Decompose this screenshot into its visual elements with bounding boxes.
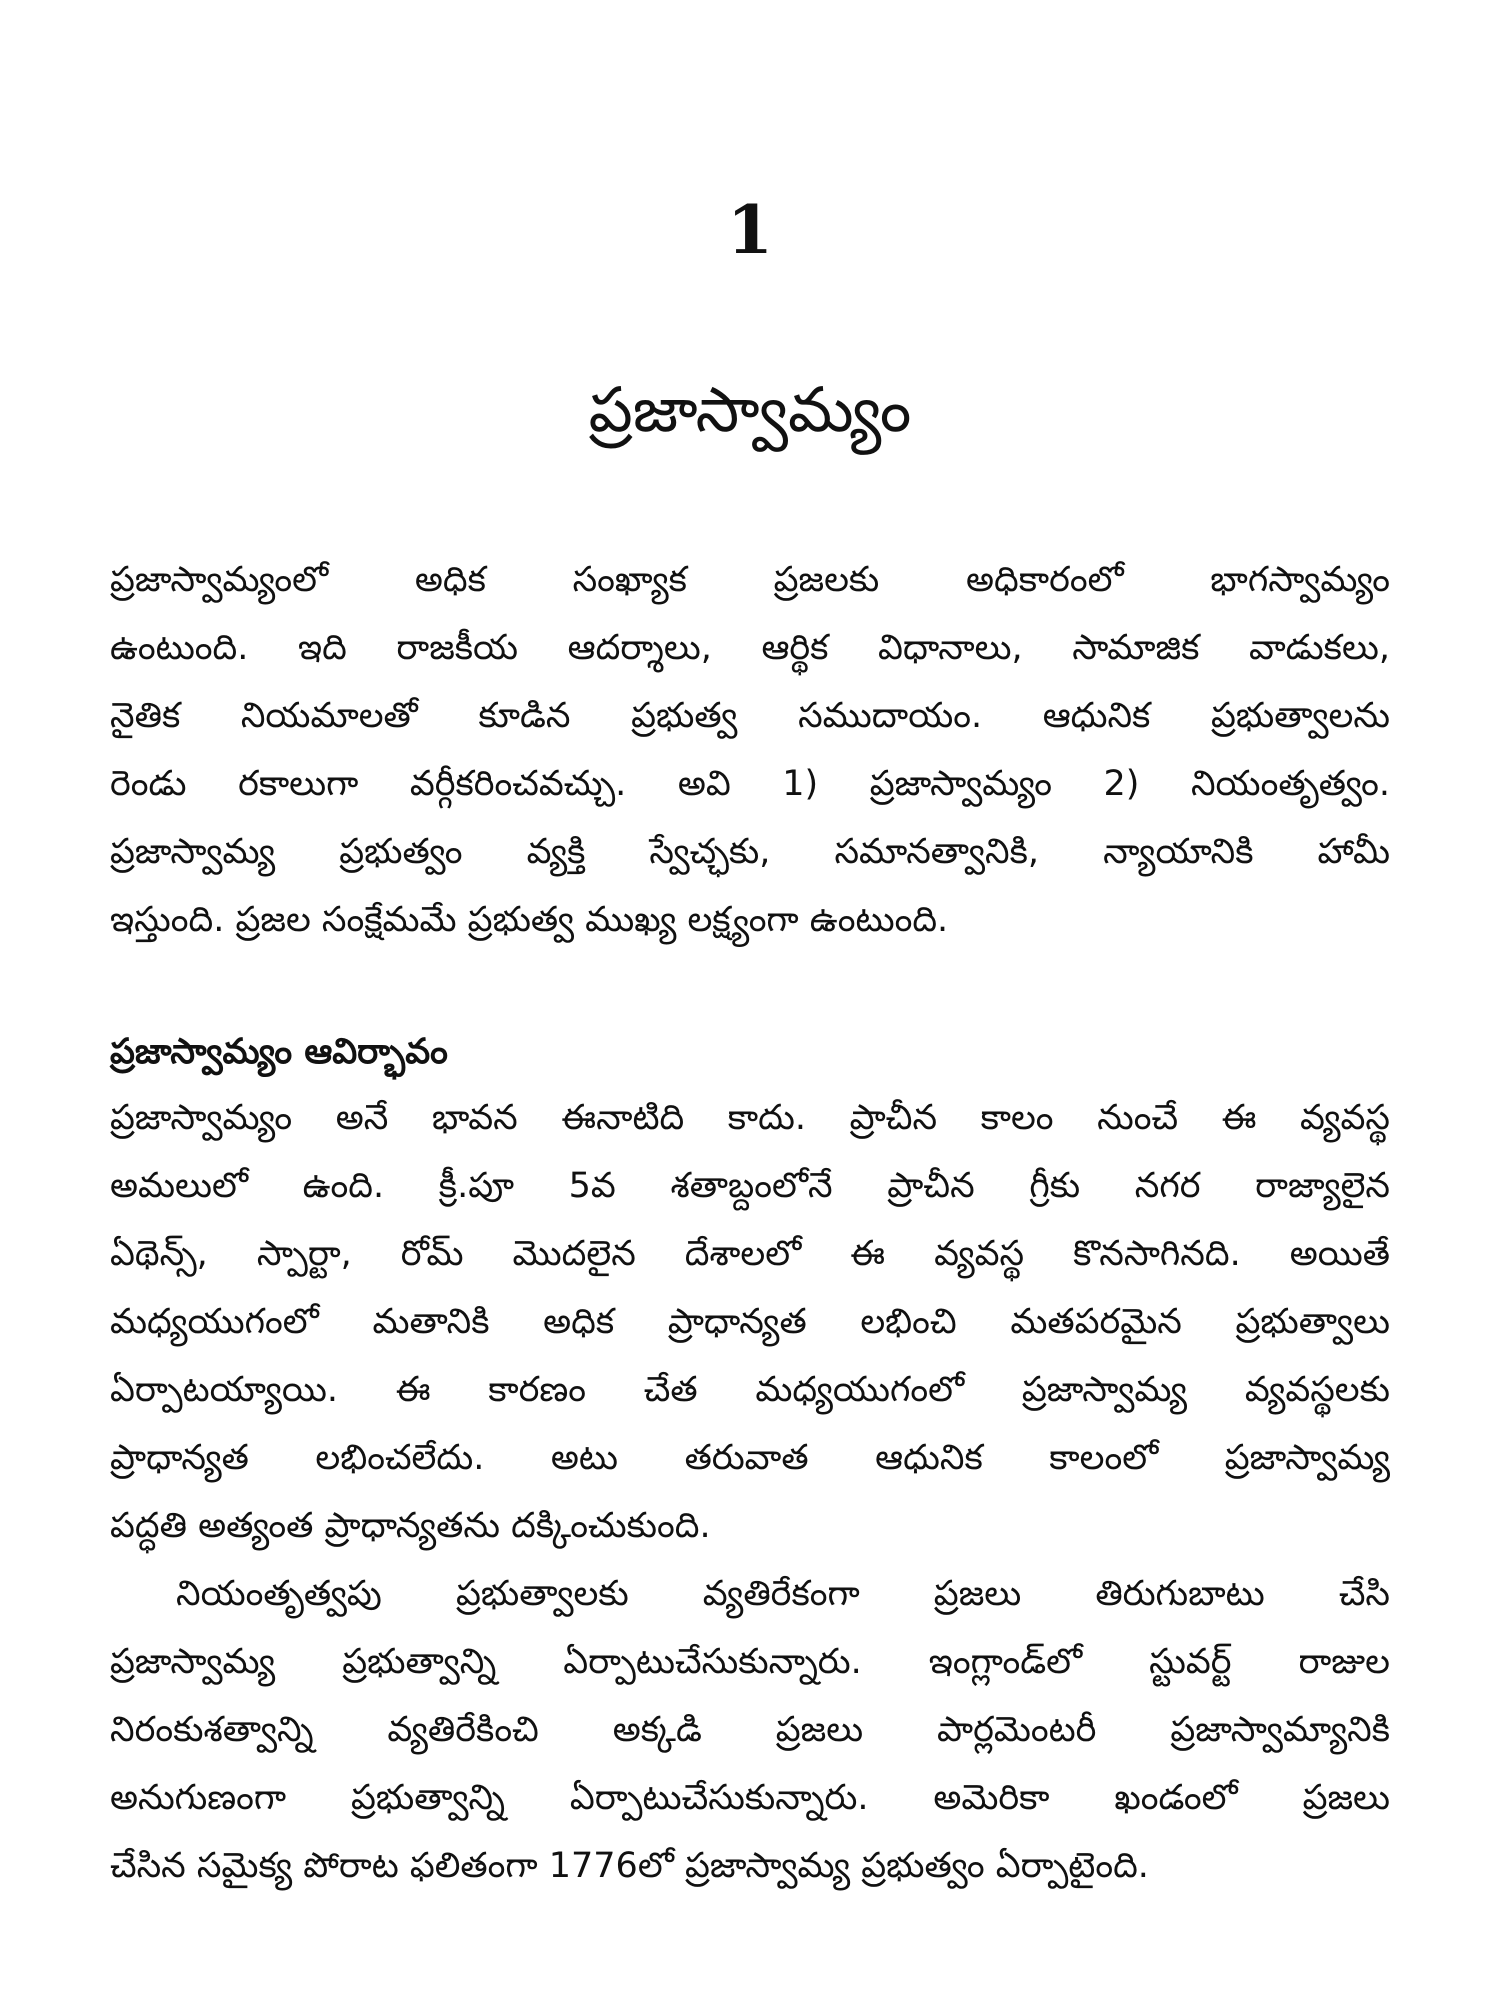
section-paragraph-1 [110, 1084, 1390, 1560]
chapter-number: 1 [727, 191, 773, 269]
chapter-title: ప్రజాస్వామ్యం [588, 373, 912, 446]
paragraph-line: ఏర్పాటయ్యాయి. ఈ కారణం చేత మధ్యయుగంలో ప్రజాస్వామ్య వ్యవస్థలకు [110, 1370, 1390, 1410]
section-heading: ప్రజాస్వామ్యం ఆవిర్భావం [110, 1032, 448, 1072]
paragraph-line: ఏథెన్స్, స్పార్టా, రోమ్ మొదలైన దేశాలలో ఈ వ్యవస్థ కొనసాగినది. అయితే [110, 1234, 1390, 1274]
paragraph-line: అనుగుణంగా ప్రభుత్వాన్ని ఏర్పాటుచేసుకున్నారు. అమెరికా ఖండంలో ప్రజలు [110, 1778, 1390, 1818]
intro-paragraph [110, 546, 1390, 954]
section-paragraph-2 [110, 1560, 1390, 1900]
paragraph-line: ప్రజాస్వామ్యం అనే భావన ఈనాటిది కాదు. ప్రాచీన కాలం నుంచే ఈ వ్యవస్థ [110, 1098, 1390, 1138]
paragraph-line: అమలులో ఉంది. క్రీ.పూ 5వ శతాబ్దంలోనే ప్రాచీన గ్రీకు నగర రాజ్యాలైన [110, 1166, 1390, 1206]
paragraph-line: ప్రజాస్వామ్య ప్రభుత్వాన్ని ఏర్పాటుచేసుకున్నారు. ఇంగ్లాండ్‌లో స్టువర్ట్ రాజుల [110, 1642, 1390, 1682]
intro-line: ఉంటుంది. ఇది రాజకీయ ఆదర్శాలు, ఆర్థిక విధానాలు, సామాజిక వాడుకలు, [110, 628, 1390, 668]
intro-line: ప్రజాస్వామ్యంలో అధిక సంఖ్యాక ప్రజలకు అధికారంలో భాగస్వామ్యం [110, 560, 1390, 600]
paragraph-line: ప్రాధాన్యత లభించలేదు. అటు తరువాత ఆధునిక కాలంలో ప్రజాస్వామ్య [110, 1438, 1390, 1478]
paragraph-line: నియంతృత్వపు ప్రభుత్వాలకు వ్యతిరేకంగా ప్రజలు తిరుగుబాటు చేసి [176, 1574, 1390, 1614]
intro-line: ప్రజాస్వామ్య ప్రభుత్వం వ్యక్తి స్వేచ్ఛకు, సమానత్వానికి, న్యాయానికి హామీ [110, 832, 1390, 872]
paragraph-line: నిరంకుశత్వాన్ని వ్యతిరేకించి అక్కడి ప్రజలు పార్లమెంటరీ ప్రజాస్వామ్యానికి [110, 1710, 1390, 1750]
intro-line: నైతిక నియమాలతో కూడిన ప్రభుత్వ సముదాయం. ఆధునిక ప్రభుత్వాలను [110, 696, 1390, 736]
paragraph-line: చేసిన సమైక్య పోరాట ఫలితంగా 1776లో ప్రజాస్వామ్య ప్రభుత్వం ఏర్పాటైంది. [110, 1846, 1149, 1886]
paragraph-line: పద్ధతి అత్యంత ప్రాధాన్యతను దక్కించుకుంది. [110, 1506, 711, 1546]
paragraph-line: మధ్యయుగంలో మతానికి అధిక ప్రాధాన్యత లభించి మతపరమైన ప్రభుత్వాలు [110, 1302, 1390, 1342]
intro-line: ఇస్తుంది. ప్రజల సంక్షేమమే ప్రభుత్వ ముఖ్య లక్ష్యంగా ఉంటుంది. [110, 900, 949, 940]
intro-line: రెండు రకాలుగా వర్గీకరించవచ్చు. అవి 1) ప్రజాస్వామ్యం 2) నియంతృత్వం. [110, 764, 1390, 804]
